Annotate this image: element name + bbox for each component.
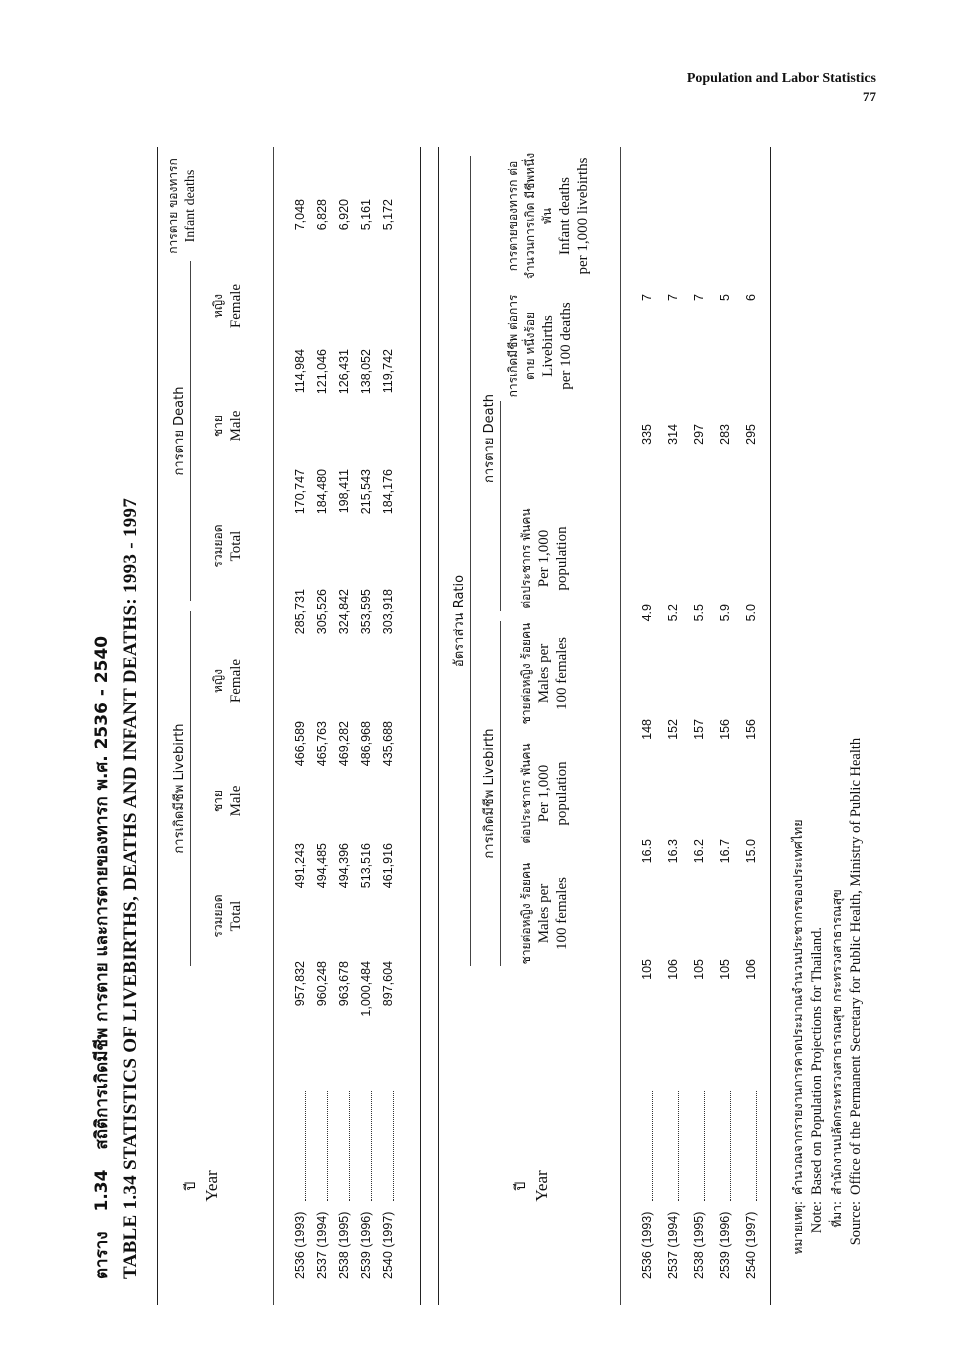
table2-col-header-en1: Livebirths bbox=[540, 315, 556, 377]
table-cell: 184,480 bbox=[315, 469, 329, 515]
table-cell: 469,282 bbox=[337, 721, 351, 767]
table1-col-header-th: รวมยอด bbox=[211, 894, 225, 938]
table2-header-rule bbox=[620, 147, 621, 1305]
note-thai-line bbox=[788, 738, 808, 1271]
table2-col-header-en2: per 1,000 livebirths bbox=[575, 157, 591, 275]
leader-dots bbox=[678, 1091, 679, 1201]
table-cell: 16.5 bbox=[640, 839, 654, 864]
table2-col-header-1 bbox=[518, 736, 571, 851]
table1-col-header-2 bbox=[210, 626, 245, 736]
table2-col-header-en1: Per 1,000 bbox=[536, 529, 552, 588]
table1-bottom-rule bbox=[420, 147, 421, 1305]
table-cell: 126,431 bbox=[337, 349, 351, 395]
table-cell: 7,048 bbox=[293, 199, 307, 231]
table-cell: 494,396 bbox=[337, 843, 351, 889]
table2-ratio-group bbox=[448, 276, 469, 966]
table-cell: 6,920 bbox=[337, 199, 351, 231]
table-cell: 491,243 bbox=[293, 843, 307, 889]
table-cell: 297 bbox=[692, 424, 706, 445]
thai-title bbox=[88, 622, 115, 1279]
table1-col-header-0 bbox=[210, 861, 245, 971]
table2-livebirth-group-label: การเกิดมีชีพ Livebirth bbox=[482, 728, 497, 859]
table-cell: 215,543 bbox=[359, 469, 373, 515]
table2-livebirth-rule bbox=[500, 621, 501, 966]
table-cell: 106 bbox=[666, 959, 680, 980]
table1-livebirth-rule bbox=[190, 611, 191, 966]
table-cell: 963,678 bbox=[337, 961, 351, 1007]
table-cell: 7 bbox=[692, 294, 706, 301]
leader-dots bbox=[327, 1091, 328, 1201]
leader-dots bbox=[349, 1091, 350, 1201]
table1-col-header-en: Male bbox=[228, 410, 244, 442]
table-cell: 5.2 bbox=[666, 604, 680, 622]
table1-infant-th: การตาย ของทารก bbox=[166, 158, 180, 254]
table2-col-header-th: ชายต่อหญิง ร้อยคน bbox=[519, 622, 533, 725]
table1-death-group bbox=[168, 261, 189, 601]
table-row bbox=[381, 159, 401, 1279]
table-cell: 6 bbox=[744, 294, 758, 301]
table2-col-header-th: ต่อประชากร พันคน bbox=[519, 508, 533, 609]
table-cell: 7 bbox=[640, 294, 654, 301]
table1-col-header-4 bbox=[210, 371, 245, 481]
table2-year-header bbox=[510, 1131, 552, 1241]
table-cell: 16.7 bbox=[718, 839, 732, 864]
table-cell: 513,516 bbox=[359, 843, 373, 889]
table1-col-header-en: Male bbox=[228, 785, 244, 817]
table1-col-header-en: Total bbox=[228, 900, 244, 932]
table-cell: 119,742 bbox=[381, 349, 395, 394]
table2-livebirth-group bbox=[478, 621, 499, 966]
row-year: 2539 (1996) bbox=[718, 1211, 732, 1279]
table-cell: 114,984 bbox=[293, 349, 307, 394]
table-cell: 138,052 bbox=[359, 349, 373, 395]
table-cell: 466,589 bbox=[293, 721, 307, 767]
thai-table-prefix: ตาราง bbox=[92, 1231, 112, 1279]
source-thai-line bbox=[827, 738, 847, 1271]
table2-col-header-th: ต่อประชากร พันคน bbox=[519, 743, 533, 844]
table-cell: 465,763 bbox=[315, 721, 329, 767]
table-cell: 324,842 bbox=[337, 589, 351, 635]
note-thai-text: คำนวณจากรายงานการคาดประมาณจำนวนประชากรของประเทศไทย bbox=[790, 819, 805, 1195]
table-cell: 283 bbox=[718, 424, 732, 445]
running-header-title: Population and Labor Statistics bbox=[686, 71, 876, 86]
table-cell: 5,161 bbox=[359, 199, 373, 231]
table-cell: 461,916 bbox=[381, 843, 395, 889]
table2-year-th: ปี bbox=[513, 1181, 529, 1191]
table-cell: 960,248 bbox=[315, 961, 329, 1007]
table1-year-header bbox=[180, 1131, 222, 1241]
table1-infant-header bbox=[165, 156, 200, 256]
source-english-line bbox=[847, 738, 866, 1271]
table-cell: 295 bbox=[744, 424, 758, 445]
table2-year-en: Year bbox=[532, 1170, 551, 1202]
table2-col-header-en1: Infant deaths bbox=[557, 177, 573, 255]
table-cell: 7 bbox=[666, 294, 680, 301]
row-year: 2540 (1997) bbox=[744, 1211, 758, 1279]
table2-col-header-0 bbox=[518, 856, 571, 971]
table1-body bbox=[293, 159, 403, 1279]
table-cell: 5.0 bbox=[744, 604, 758, 622]
table1-top-rule bbox=[157, 147, 158, 1305]
thai-table-number: 1.34 bbox=[92, 1169, 112, 1212]
leader-dots bbox=[305, 1091, 306, 1201]
table-cell: 15.0 bbox=[744, 839, 758, 864]
table-cell: 5 bbox=[718, 294, 732, 301]
table-cell: 105 bbox=[640, 959, 654, 980]
table2-bottom-rule bbox=[770, 147, 771, 1305]
table-cell: 897,604 bbox=[381, 961, 395, 1007]
table2-col-header-en2: 100 females bbox=[554, 637, 570, 710]
page-number: 77 bbox=[863, 89, 876, 104]
source-thai-text: สำนักงานปลัดกระทรวงสาธารณสุข กระทรวงสาธารณสุข bbox=[829, 889, 844, 1195]
row-year: 2536 (1993) bbox=[293, 1211, 307, 1279]
thai-table-title: สถิติการเกิดมีชีพ การตาย และการตายของทารก พ.ศ. 2536 - 2540 bbox=[92, 635, 112, 1150]
table-cell: 303,918 bbox=[381, 589, 395, 635]
leader-dots bbox=[393, 1091, 394, 1201]
table-row bbox=[692, 159, 712, 1279]
table-cell: 16.3 bbox=[666, 839, 680, 864]
table-cell: 198,411 bbox=[337, 469, 351, 514]
table2-top-rule bbox=[438, 147, 439, 1305]
table-cell: 105 bbox=[692, 959, 706, 980]
table2-col-header-3 bbox=[518, 501, 571, 616]
table-cell: 152 bbox=[666, 719, 680, 740]
table2-body bbox=[640, 159, 758, 1279]
table-cell: 184,176 bbox=[381, 469, 395, 515]
table1-col-header-1 bbox=[210, 746, 245, 856]
table-cell: 170,747 bbox=[293, 469, 307, 515]
table2-col-header-en2: 100 females bbox=[554, 877, 570, 950]
table1-col-header-en: Female bbox=[228, 658, 244, 704]
table-cell: 5.9 bbox=[718, 604, 732, 622]
table-row bbox=[315, 159, 335, 1279]
table2-death-rule bbox=[500, 401, 501, 611]
table-cell: 121,046 bbox=[315, 349, 329, 395]
table-cell: 148 bbox=[640, 719, 654, 740]
row-year: 2538 (1995) bbox=[337, 1211, 351, 1279]
table-cell: 5.5 bbox=[692, 604, 706, 622]
table2-col-header-en1: Males per bbox=[536, 883, 552, 944]
table-cell: 435,688 bbox=[381, 721, 395, 767]
table-cell: 353,595 bbox=[359, 589, 373, 635]
table-cell: 285,731 bbox=[293, 589, 307, 635]
row-year: 2536 (1993) bbox=[640, 1211, 654, 1279]
row-year: 2537 (1994) bbox=[666, 1211, 680, 1279]
table2-col-header-en2: population bbox=[554, 761, 570, 826]
table2-death-group-label: การตาย Death bbox=[482, 394, 497, 483]
note-english-text: Based on Population Projections for Thailand. bbox=[809, 927, 825, 1195]
table2-col-header-5 bbox=[505, 146, 592, 286]
source-english-text: Office of the Permanent Secretary for Public Health, Ministry of Public Health bbox=[848, 737, 864, 1195]
table1-col-header-5 bbox=[210, 251, 245, 361]
table-row bbox=[718, 159, 738, 1279]
table1-col-header-th: ชาย bbox=[211, 790, 225, 812]
table2-ratio-group-label: อัตราส่วน Ratio bbox=[452, 574, 467, 668]
table-row bbox=[337, 159, 357, 1279]
table1-death-rule bbox=[190, 261, 191, 601]
table2-col-header-th: การเกิดมีชีพ ต่อการตาย หนึ่งร้อย bbox=[506, 294, 537, 398]
table-cell: 335 bbox=[640, 424, 654, 445]
table-cell: 305,526 bbox=[315, 589, 329, 635]
table-cell: 1,000,484 bbox=[359, 961, 373, 1017]
table1-header-rule bbox=[273, 147, 274, 1305]
leader-dots bbox=[704, 1091, 705, 1201]
table1-livebirth-group bbox=[168, 611, 189, 966]
leader-dots bbox=[371, 1091, 372, 1201]
table-cell: 156 bbox=[718, 719, 732, 740]
row-year: 2539 (1996) bbox=[359, 1211, 373, 1279]
table2-col-header-th: ชายต่อหญิง ร้อยคน bbox=[519, 862, 533, 965]
table-cell: 6,828 bbox=[315, 199, 329, 231]
table-cell: 4.9 bbox=[640, 604, 654, 622]
source-thai-label: ที่มา: bbox=[830, 1201, 844, 1228]
table1-livebirth-group-label: การเกิดมีชีพ Livebirth bbox=[172, 723, 187, 854]
table1-col-header-th: หญิง bbox=[211, 669, 225, 693]
table2-col-header-en1: Males per bbox=[536, 643, 552, 704]
table-cell: 314 bbox=[666, 424, 680, 445]
note-english-label: Note: bbox=[809, 1201, 825, 1234]
row-year: 2538 (1995) bbox=[692, 1211, 706, 1279]
table-row bbox=[640, 159, 660, 1279]
leader-dots bbox=[756, 1091, 757, 1201]
table1-year-th: ปี bbox=[183, 1181, 199, 1191]
table-cell: 494,485 bbox=[315, 843, 329, 889]
table1-col-header-th: รวมยอด bbox=[211, 524, 225, 568]
table1-death-group-label: การตาย Death bbox=[172, 386, 187, 476]
table2-col-header-en1: Per 1,000 bbox=[536, 764, 552, 823]
table1-col-header-en: Total bbox=[228, 530, 244, 562]
leader-dots bbox=[652, 1091, 653, 1201]
table2-col-header-en2: population bbox=[554, 526, 570, 591]
table1-col-header-en: Female bbox=[228, 283, 244, 329]
leader-dots bbox=[730, 1091, 731, 1201]
table-cell: 5,172 bbox=[381, 199, 395, 231]
table2-col-header-th: การตายของทารก ต่อจำนวนการเกิด มีชีพหนึ่งพัน bbox=[506, 152, 554, 280]
table2-ratio-rule bbox=[470, 156, 471, 966]
table2-col-header-4 bbox=[505, 286, 575, 406]
table-cell: 156 bbox=[744, 719, 758, 740]
table-row bbox=[744, 159, 764, 1279]
table-cell: 16.2 bbox=[692, 839, 706, 864]
table1-infant-en: Infant deaths bbox=[183, 169, 198, 243]
table2-death-group bbox=[478, 266, 499, 611]
row-year: 2537 (1994) bbox=[315, 1211, 329, 1279]
note-english-line bbox=[808, 738, 827, 1271]
table-cell: 957,832 bbox=[293, 961, 307, 1007]
table-row bbox=[293, 159, 313, 1279]
table1-year-en: Year bbox=[202, 1170, 221, 1202]
table-cell: 106 bbox=[744, 959, 758, 980]
table1-col-header-3 bbox=[210, 491, 245, 601]
table1-col-header-th: ชาย bbox=[211, 415, 225, 437]
table2-col-header-2 bbox=[518, 616, 571, 731]
footnotes bbox=[788, 738, 866, 1271]
table-cell: 486,968 bbox=[359, 721, 373, 767]
source-english-label: Source: bbox=[848, 1201, 864, 1246]
table-cell: 105 bbox=[718, 959, 732, 980]
english-title: TABLE 1.34 STATISTICS OF LIVEBIRTHS, DEATHS AND INFANT DEATHS: 1993 - 1997 bbox=[120, 497, 141, 1279]
table1-col-header-th: หญิง bbox=[211, 294, 225, 318]
table-row bbox=[666, 159, 686, 1279]
note-thai-label: หมายเหตุ: bbox=[791, 1201, 805, 1255]
row-year: 2540 (1997) bbox=[381, 1211, 395, 1279]
table2-col-header-en2: per 100 deaths bbox=[558, 302, 574, 390]
table-row bbox=[359, 159, 379, 1279]
table-cell: 157 bbox=[692, 719, 706, 740]
